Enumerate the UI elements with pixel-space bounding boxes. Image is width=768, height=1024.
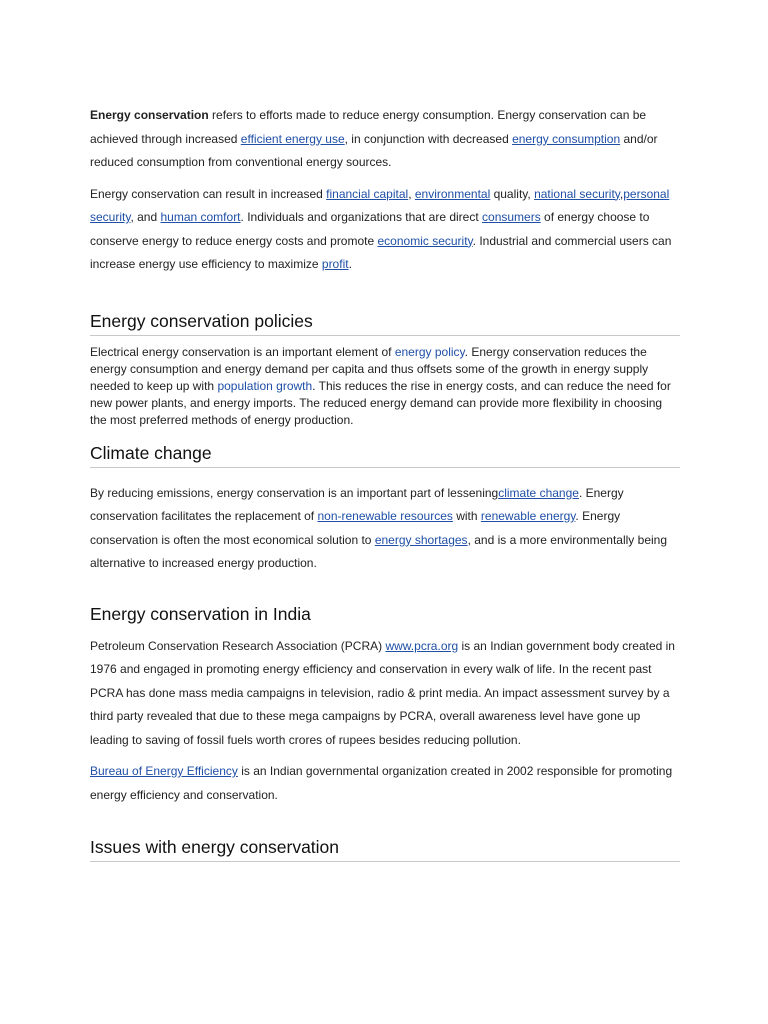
link-human-comfort[interactable]: human comfort — [160, 210, 241, 224]
india-paragraph-2: Bureau of Energy Efficiency is an Indian governmental organization created in 2002 responsible for promoting energy efficiency and conservation. — [90, 764, 673, 802]
link-bureau-of-energy-efficiency[interactable]: Bureau of Energy Efficiency — [90, 764, 238, 778]
link-efficient-energy-use[interactable]: efficient energy use — [240, 131, 345, 146]
heading-energy-conservation-in-india: Energy conservation in India — [90, 603, 311, 624]
link-consumers[interactable]: consumers — [482, 210, 541, 224]
india-paragraph-1: Petroleum Conservation Research Association (PCRA) www.pcra.org is an Indian government body created in 1976 and engaged in promoting energy efficiency and conservation in every walk of life. In the recent past PCRA has done mass media campaigns in television, radio & print media. An impact assessment survey by a third party revealed that due to these mega campaigns by PCRA, overall awareness level have gone up leading to saving of fossil fuels worth crores of rupees besides reducing pollution. — [90, 638, 675, 747]
link-financial-capital[interactable]: financial capital — [326, 186, 409, 201]
intro-paragraph-1: Energy conservation refers to efforts made to reduce energy consumption. Energy conservation can be achieved through increased efficient energy use, in conjunction with decreased energy consumption and/or reduced consumption from conventional energy sources. — [90, 108, 658, 169]
heading-energy-conservation-policies: Energy conservation policies — [90, 311, 680, 336]
article — [90, 104, 680, 862]
policies-paragraph: Electrical energy conservation is an important element of energy policy. Energy conservation reduces the energy consumption and energy demand per capita and thus offsets some of the growth in energy supply needed to keep up with population growth. This reduces the rise in energy costs, and can reduce the need for new power plants, and energy imports. The reduced energy demand can provide more flexibility in choosing the most preferred methods of energy production. — [90, 344, 671, 427]
climate-paragraph: By reducing emissions, energy conservation is an important part of lesseningclimate change. Energy conservation facilitates the replacement of non-renewable resources with renewable energy. Energy conservation is often the most economical solution to energy shortages, and is a more environmentally being alternative to increased energy production. — [90, 485, 668, 570]
link-personal-security[interactable]: personal security — [90, 186, 670, 224]
intro-paragraph-2: Energy conservation can result in increased financial capital, environmental quality, national security,personal security, and human comfort. Individuals and organizations that are direct consumers of energy choose to conserve energy to reduce energy costs and promote economic security. Industrial and commercial users can increase energy use efficiency to maximize profit. — [90, 186, 672, 271]
link-climate-change[interactable]: climate change — [498, 485, 579, 500]
link-profit[interactable]: profit — [321, 257, 349, 271]
link-economic-security[interactable]: economic security — [377, 233, 473, 248]
link-energy-shortages[interactable]: energy shortages — [374, 532, 468, 547]
link-pcra-website[interactable]: www.pcra.org — [385, 638, 459, 653]
link-energy-policy[interactable]: energy policy — [394, 344, 465, 359]
link-population-growth[interactable]: population growth — [217, 378, 313, 393]
intro-bold-term: Energy conservation — [90, 108, 209, 122]
link-national-security[interactable]: national security — [534, 186, 620, 201]
link-environmental[interactable]: environmental — [414, 186, 491, 201]
heading-climate-change: Climate change — [90, 443, 680, 468]
heading-issues-with-energy-conservation: Issues with energy conservation — [90, 837, 680, 862]
link-non-renewable-resources[interactable]: non-renewable resources — [317, 509, 453, 523]
link-renewable-energy[interactable]: renewable energy — [480, 509, 576, 523]
link-energy-consumption[interactable]: energy consumption — [512, 131, 621, 146]
